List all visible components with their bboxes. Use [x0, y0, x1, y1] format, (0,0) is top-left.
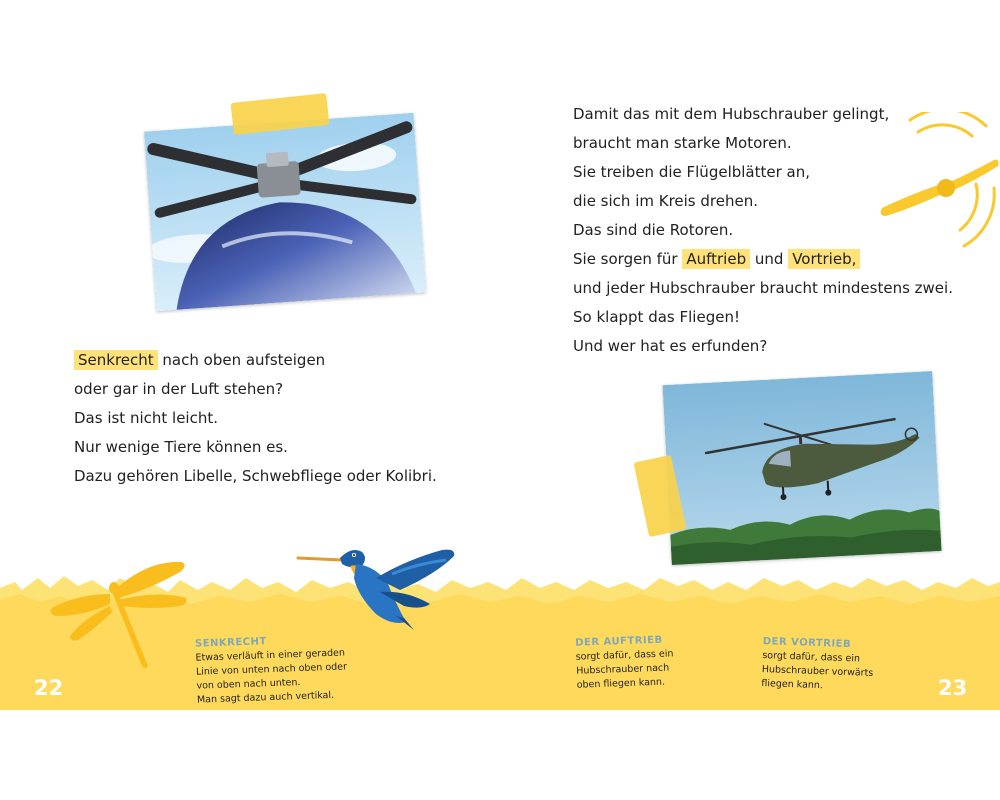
- glossary-definition-line: sorgt dafür, dass ein: [762, 650, 861, 665]
- page-number-left: 22: [34, 676, 64, 700]
- glossary-definition-line: sorgt dafür, dass ein: [575, 648, 674, 663]
- left-line-5: Dazu gehören Libelle, Schwebfliege oder Kolibri.: [74, 467, 437, 485]
- glossary-term: DER AUFTRIEB: [575, 634, 663, 649]
- right-line-7: und jeder Hubschrauber braucht mindestens zwei.: [573, 279, 953, 297]
- highlight-senkrecht: Senkrecht: [74, 350, 158, 370]
- helicopter-in-flight-photo-icon: [662, 371, 941, 565]
- helicopter-photo: [662, 371, 941, 565]
- right-line-3: Sie treiben die Flügelblätter an,: [573, 163, 811, 181]
- propeller-icon: [876, 112, 1000, 252]
- helicopter-rotor-photo-icon: [144, 113, 426, 311]
- right-line-5: Das sind die Rotoren.: [573, 221, 734, 239]
- glossary-term: DER VORTRIEB: [762, 636, 852, 651]
- glossary-definition-line: von oben nach unten.: [196, 677, 301, 692]
- glossary-definition-line: fliegen kann.: [761, 678, 824, 692]
- right-line-8: So klappt das Fliegen!: [573, 308, 740, 326]
- glossary-definition-line: Man sagt dazu auch vertikal.: [196, 689, 335, 706]
- hummingbird-icon: [296, 544, 460, 632]
- glossary-definition-line: Etwas verläuft in einer geraden: [195, 647, 346, 664]
- glossary-definition-line: Hubschrauber nach: [576, 662, 670, 677]
- rotor-head-photo: [144, 113, 426, 311]
- glossary-definition-line: Linie von unten nach oben oder: [195, 661, 348, 678]
- glossary-vortrieb: [761, 636, 874, 695]
- left-line-1: Senkrecht nach oben aufsteigen: [74, 346, 437, 375]
- page-number-right: 23: [938, 676, 968, 700]
- right-line-9: Und wer hat es erfunden?: [573, 337, 768, 355]
- highlight-auftrieb: Auftrieb: [682, 249, 750, 269]
- right-line-1: Damit das mit dem Hubschrauber gelingt,: [573, 105, 890, 123]
- highlight-vortrieb: Vortrieb,: [788, 249, 860, 269]
- left-paragraph: [74, 346, 437, 491]
- glossary-definition-line: oben fliegen kann.: [576, 676, 666, 691]
- dragonfly-icon: [48, 560, 194, 672]
- glossary-auftrieb: [575, 634, 675, 692]
- right-line-2: braucht man starke Motoren.: [573, 134, 792, 152]
- glossary-term: SENKRECHT: [194, 636, 267, 650]
- left-line-3: Das ist nicht leicht.: [74, 409, 219, 427]
- glossary-senkrecht: [195, 633, 348, 707]
- left-line-4: Nur wenige Tiere können es.: [74, 438, 288, 456]
- right-line-4: die sich im Kreis drehen.: [573, 192, 758, 210]
- glossary-definition-line: Hubschrauber vorwärts: [761, 664, 874, 679]
- left-line-2: oder gar in der Luft stehen?: [74, 380, 284, 398]
- right-line-6: Sie sorgen für Auftrieb und Vortrieb,: [573, 245, 953, 274]
